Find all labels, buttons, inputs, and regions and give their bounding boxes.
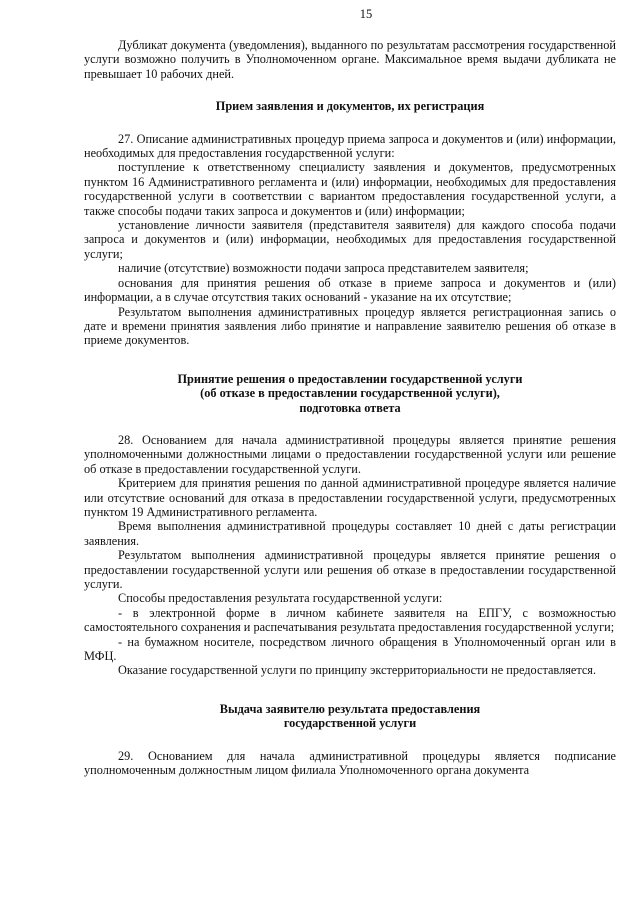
paragraph: - на бумажном носителе, посредством личного обращения в Уполномоченный орган или в МФЦ.: [84, 634, 616, 664]
paragraph: наличие (отсутствие) возможности подачи запроса представителем заявителя;: [118, 261, 529, 276]
paragraph: 28. Основанием для начала административной процедуры является принятие решения уполномоченными должностными лицами о предоставлении государственной услуги или решение об отказе в предоставлении государственной услуги.: [84, 432, 616, 476]
section-heading-issuance: Выдача заявителю результата предоставления государственной услуги: [219, 701, 481, 731]
section-heading-decision: Принятие решения о предоставлении государственной услуги (об отказе в предоставлении государственной услуги), подготовка ответа: [177, 371, 523, 415]
paragraph: 27. Описание административных процедур приема запроса и документов и (или) информации, необходимых для предоставления государственной услуги:: [84, 131, 616, 161]
paragraph: Критерием для принятия решения по данной административной процедуре является наличие или отсутствие оснований для отказа в предоставлении государственной услуги, предусмотренных пунктом 19 Административного регламента.: [84, 476, 616, 519]
paragraph: поступление к ответственному специалисту заявления и документов, предусмотренных пунктом 16 Административного регламента и (или) информации, необходимых для предоставления государственной услуги в соответствии с вариантом предоставления государственной услуги, а также способы подачи таких запроса и документов и (или) информации;: [84, 160, 616, 218]
paragraph: Способы предоставления результата государственной услуги:: [118, 591, 443, 606]
section-heading-reception: Прием заявления и документов, их регистрация: [215, 99, 485, 114]
paragraph: основания для принятия решения об отказе в приеме запроса и документов и (или) информации, а в случае отсутствия таких оснований - указание на их отсутствие;: [84, 275, 616, 305]
paragraph: Оказание государственной услуги по принципу экстерриториальности не предоставляется.: [118, 663, 597, 678]
paragraph: - в электронной форме в личном кабинете заявителя на ЕПГУ, с возможностью самостоятельного сохранения и распечатывания результата предоставления государственной услуги;: [84, 605, 616, 635]
intro-paragraph: Дубликат документа (уведомления), выданного по результатам рассмотрения государственной услуги возможно получить в Уполномоченном органе. Максимальное время выдачи дубликата не превышает 10 рабочих дней.: [84, 38, 616, 81]
paragraph: Время выполнения административной процедуры составляет 10 дней с даты регистрации заявления.: [84, 519, 616, 548]
paragraph: 29. Основанием для начала административной процедуры является подписание уполномоченным должностным лицом филиала Уполномоченного органа документа: [84, 748, 616, 778]
paragraph: Результатом выполнения административных процедур является регистрационная запись о дате и времени принятия заявления либо принятие и направление заявителю решения об отказе в приеме документов.: [84, 304, 616, 348]
page-number: 15: [359, 7, 373, 21]
paragraph: установление личности заявителя (представителя заявителя) для каждого способа подачи запроса и документов и (или) информации, необходимых для предоставления государственной услуги;: [84, 218, 616, 261]
paragraph: Результатом выполнения административной процедуры является принятие решения о предоставлении государственной услуги или решения об отказе в предоставлении государственной услуги.: [84, 548, 616, 591]
